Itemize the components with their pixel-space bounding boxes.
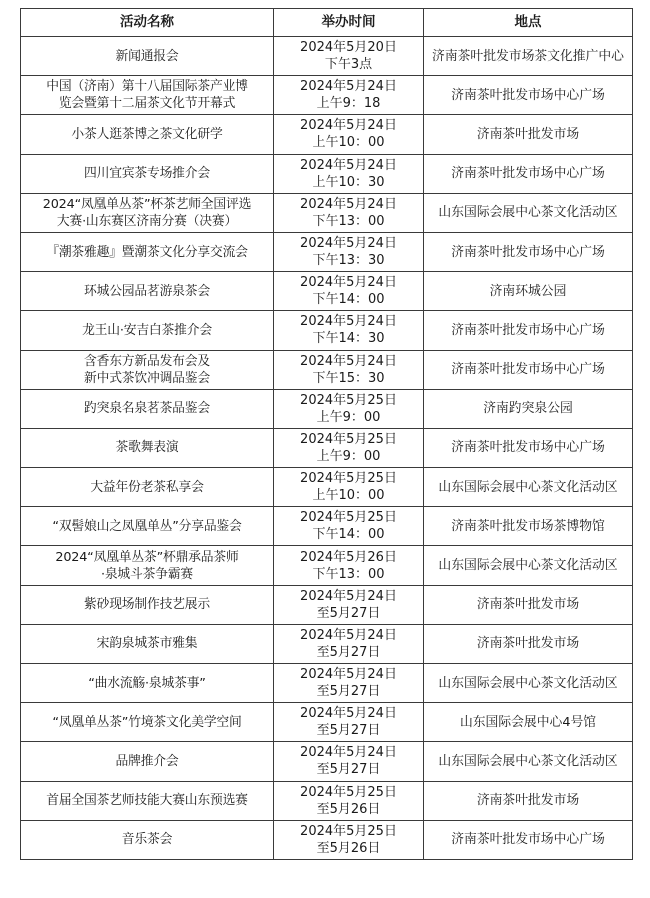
event-name-cell	[21, 76, 274, 115]
event-place-cell	[424, 76, 633, 115]
event-name-cell-line: 『潮茶雅趣』暨潮茶文化分享交流会	[46, 244, 248, 260]
event-time-cell	[274, 37, 424, 76]
event-place-cell	[424, 272, 633, 311]
table-row	[21, 272, 633, 311]
event-name-cell-line: 大赛·山东赛区济南分赛（决赛）	[56, 213, 238, 229]
event-place-cell	[424, 350, 633, 389]
event-time-cell	[274, 624, 424, 663]
event-place-cell-line: 济南趵突泉公园	[483, 401, 573, 417]
event-time-cell-line: 2024年5月26日	[300, 549, 397, 565]
event-time-cell-line: 至5月27日	[316, 723, 381, 739]
event-time-cell-line: 至5月27日	[316, 605, 381, 621]
event-time-cell-line: 上午10：00	[312, 488, 385, 504]
event-time-cell-line: 下午14：00	[312, 527, 385, 543]
event-name-cell-line: 新中式茶饮冲调品鉴会	[84, 370, 210, 386]
event-place-cell-line: 山东国际会展中心茶文化活动区	[438, 675, 618, 691]
event-name-cell-line: 2024“凤凰单丛茶”杯茶艺师全国评选	[42, 196, 252, 212]
table-body	[21, 37, 633, 860]
event-place-cell-line: 济南茶叶批发市场中心广场	[451, 87, 605, 103]
event-place-cell-line: 济南茶叶批发市场	[476, 636, 580, 652]
event-name-cell-line: 品牌推介会	[115, 753, 179, 769]
event-time-cell-line: 2024年5月24日	[300, 588, 397, 604]
event-place-cell-line: 山东国际会展中心茶文化活动区	[438, 558, 618, 574]
event-name-cell-line: 龙王山·安吉白茶推介会	[82, 322, 212, 338]
event-place-cell-line: 济南茶叶批发市场中心广场	[451, 362, 605, 378]
event-time-cell-line: 下午13：30	[312, 253, 385, 269]
table-row	[21, 546, 633, 585]
event-place-cell-line: 济南茶叶批发市场茶博物馆	[451, 518, 605, 534]
event-time-cell	[274, 272, 424, 311]
event-name-cell	[21, 232, 274, 271]
event-name-cell-line: 首届全国茶艺师技能大赛山东预选赛	[46, 793, 248, 809]
event-time-cell	[274, 820, 424, 859]
event-time-cell-line: 上午9：00	[316, 409, 381, 425]
table-row	[21, 389, 633, 428]
event-name-cell-line: 茶歌舞表演	[115, 440, 179, 456]
event-place-cell-line: 济南茶叶批发市场中心广场	[451, 832, 605, 848]
event-name-cell	[21, 507, 274, 546]
event-place-cell	[424, 624, 633, 663]
event-time-cell-line: 2024年5月24日	[300, 275, 397, 291]
event-place-cell-line: 茶文化推广中心	[534, 48, 624, 64]
event-time-cell-line: 2024年5月24日	[300, 236, 397, 252]
header-name: 活动名称	[21, 9, 274, 37]
event-name-cell-line: “曲水流觞·泉城茶事”	[88, 675, 206, 691]
event-time-cell-line: 2024年5月25日	[300, 823, 397, 839]
event-place-cell	[424, 37, 633, 76]
event-place-cell	[424, 468, 633, 507]
event-time-cell	[274, 311, 424, 350]
event-name-cell-line: ·泉城斗茶争霸赛	[100, 566, 194, 582]
event-time-cell-line: 下午13：00	[312, 213, 385, 229]
event-place-cell-line: 济南茶叶批发市场	[476, 793, 580, 809]
table-row	[21, 37, 633, 76]
event-place-cell-line: 济南茶叶批发市场中心广场	[451, 322, 605, 338]
event-time-cell	[274, 154, 424, 193]
event-time-cell	[274, 350, 424, 389]
event-name-cell-line: 览会暨第十二届茶文化节开幕式	[58, 96, 236, 112]
event-name-cell	[21, 468, 274, 507]
event-place-cell	[424, 664, 633, 703]
event-time-cell	[274, 546, 424, 585]
event-place-cell-line: 济南环城公园	[489, 283, 567, 299]
event-name-cell	[21, 389, 274, 428]
event-place-cell-line: 山东国际会展中心茶文化活动区	[438, 753, 618, 769]
event-name-cell	[21, 742, 274, 781]
event-name-cell	[21, 546, 274, 585]
event-time-cell-line: 下午15：30	[312, 370, 385, 386]
event-time-cell-line: 2024年5月24日	[300, 745, 397, 761]
event-place-cell-line: 济南茶叶批发市场	[476, 126, 580, 142]
event-time-cell-line: 下午3点	[324, 57, 373, 73]
event-time-cell-line: 2024年5月24日	[300, 706, 397, 722]
event-name-cell	[21, 781, 274, 820]
event-place-cell	[424, 428, 633, 467]
event-time-cell	[274, 193, 424, 232]
event-name-cell	[21, 664, 274, 703]
table-row	[21, 311, 633, 350]
event-name-cell-line: 中国（济南）第十八届国际茶产业博	[46, 79, 248, 95]
event-place-cell	[424, 703, 633, 742]
table-row	[21, 193, 633, 232]
table-row	[21, 703, 633, 742]
event-time-cell-line: 2024年5月25日	[300, 392, 397, 408]
table-row	[21, 585, 633, 624]
event-time-cell-line: 2024年5月24日	[300, 314, 397, 330]
event-time-cell-line: 至5月27日	[316, 644, 381, 660]
table-row	[21, 742, 633, 781]
event-time-cell	[274, 781, 424, 820]
event-place-cell	[424, 742, 633, 781]
table-row	[21, 428, 633, 467]
event-place-cell	[424, 820, 633, 859]
event-place-cell-line: 山东国际会展中心4号馆	[459, 714, 597, 730]
event-time-cell	[274, 468, 424, 507]
header-row	[21, 9, 633, 37]
header-place: 地点	[424, 9, 633, 37]
event-place-cell	[424, 193, 633, 232]
event-time-cell-line: 2024年5月24日	[300, 118, 397, 134]
event-name-cell-line: 四川宜宾茶专场推介会	[84, 166, 210, 182]
event-name-cell	[21, 703, 274, 742]
event-time-cell	[274, 428, 424, 467]
event-name-cell	[21, 193, 274, 232]
event-place-cell	[424, 389, 633, 428]
event-place-cell-line: 济南茶叶批发市场	[476, 597, 580, 613]
event-time-cell-line: 至5月27日	[316, 684, 381, 700]
event-time-cell-line: 至5月26日	[316, 840, 381, 856]
table-header	[21, 9, 633, 37]
event-place-cell	[424, 115, 633, 154]
event-time-cell-line: 至5月27日	[316, 762, 381, 778]
event-time-cell	[274, 664, 424, 703]
table-row	[21, 664, 633, 703]
table-row	[21, 115, 633, 154]
event-name-cell-line: 音乐茶会	[121, 832, 173, 848]
event-time-cell	[274, 507, 424, 546]
event-time-cell	[274, 76, 424, 115]
event-place-cell	[424, 311, 633, 350]
event-name-cell-line: 紫砂现场制作技艺展示	[84, 597, 210, 613]
event-time-cell	[274, 232, 424, 271]
header-time: 举办时间	[274, 9, 424, 37]
event-time-cell-line: 下午14：00	[312, 292, 385, 308]
table-row	[21, 507, 633, 546]
event-place-cell	[424, 781, 633, 820]
table-row	[21, 781, 633, 820]
event-time-cell-line: 2024年5月24日	[300, 667, 397, 683]
event-name-cell	[21, 115, 274, 154]
table-row	[21, 468, 633, 507]
event-name-cell	[21, 585, 274, 624]
event-time-cell-line: 2024年5月25日	[300, 471, 397, 487]
event-time-cell	[274, 742, 424, 781]
event-time-cell-line: 至5月26日	[316, 801, 381, 817]
event-name-cell-line: 新闻通报会	[115, 48, 179, 64]
event-time-cell-line: 2024年5月25日	[300, 510, 397, 526]
table-row	[21, 154, 633, 193]
event-name-cell	[21, 154, 274, 193]
event-name-cell-line: 趵突泉名泉茗茶品鉴会	[84, 401, 210, 417]
event-place-cell-line: 山东国际会展中心茶文化活动区	[438, 479, 618, 495]
event-time-cell-line: 2024年5月25日	[300, 431, 397, 447]
event-name-cell	[21, 37, 274, 76]
event-place-cell-line: 济南茶叶批发市场中心广场	[451, 244, 605, 260]
event-time-cell-line: 2024年5月24日	[300, 353, 397, 369]
event-place-cell-line: 济南茶叶批发市场中心广场	[451, 166, 605, 182]
table-row	[21, 820, 633, 859]
event-name-cell-line: 宋韵泉城茶市雅集	[96, 636, 198, 652]
event-time-cell	[274, 115, 424, 154]
events-table	[20, 8, 633, 860]
event-place-cell	[424, 546, 633, 585]
event-place-cell	[424, 232, 633, 271]
event-time-cell-line: 2024年5月24日	[300, 627, 397, 643]
event-place-cell-line: 山东国际会展中心茶文化活动区	[438, 205, 618, 221]
event-name-cell-line: 环城公园品茗游泉茶会	[84, 283, 210, 299]
event-time-cell-line: 2024年5月24日	[300, 79, 397, 95]
event-name-cell-line: 2024“凤凰单丛茶”杯鼎承品茶师	[55, 549, 239, 565]
events-table-container	[20, 8, 632, 860]
event-time-cell-line: 上午10：00	[312, 135, 385, 151]
event-time-cell-line: 2024年5月25日	[300, 784, 397, 800]
event-name-cell	[21, 624, 274, 663]
event-place-cell-line: 济南茶叶批发市场中心广场	[451, 440, 605, 456]
event-place-cell	[424, 154, 633, 193]
event-name-cell-line: 大益年份老茶私享会	[90, 479, 204, 495]
table-row	[21, 232, 633, 271]
event-time-cell-line: 下午13：00	[312, 566, 385, 582]
table-row	[21, 350, 633, 389]
event-name-cell	[21, 350, 274, 389]
event-place-cell	[424, 507, 633, 546]
event-name-cell	[21, 311, 274, 350]
event-time-cell	[274, 585, 424, 624]
event-time-cell-line: 上午9：18	[316, 96, 381, 112]
event-place-cell-line: 济南茶叶批发市场	[432, 48, 535, 64]
event-name-cell-line: 小茶人逛茶博之茶文化研学	[71, 126, 223, 142]
event-time-cell-line: 2024年5月24日	[300, 196, 397, 212]
event-time-cell-line: 上午9：00	[316, 448, 381, 464]
event-place-cell	[424, 585, 633, 624]
event-time-cell	[274, 389, 424, 428]
event-name-cell-line: 含香东方新品发布会及	[84, 353, 210, 369]
event-time-cell	[274, 703, 424, 742]
event-time-cell-line: 2024年5月20日	[300, 40, 397, 56]
event-time-cell-line: 下午14：30	[312, 331, 385, 347]
event-time-cell-line: 2024年5月24日	[300, 157, 397, 173]
table-row	[21, 76, 633, 115]
event-name-cell	[21, 272, 274, 311]
event-time-cell-line: 上午10：30	[312, 174, 385, 190]
event-name-cell	[21, 428, 274, 467]
event-name-cell	[21, 820, 274, 859]
table-row	[21, 624, 633, 663]
event-name-cell-line: “凤凰单丛茶”竹境茶文化美学空间	[52, 714, 242, 730]
event-name-cell-line: “双髻娘山之凤凰单丛”分享品鉴会	[52, 518, 242, 534]
